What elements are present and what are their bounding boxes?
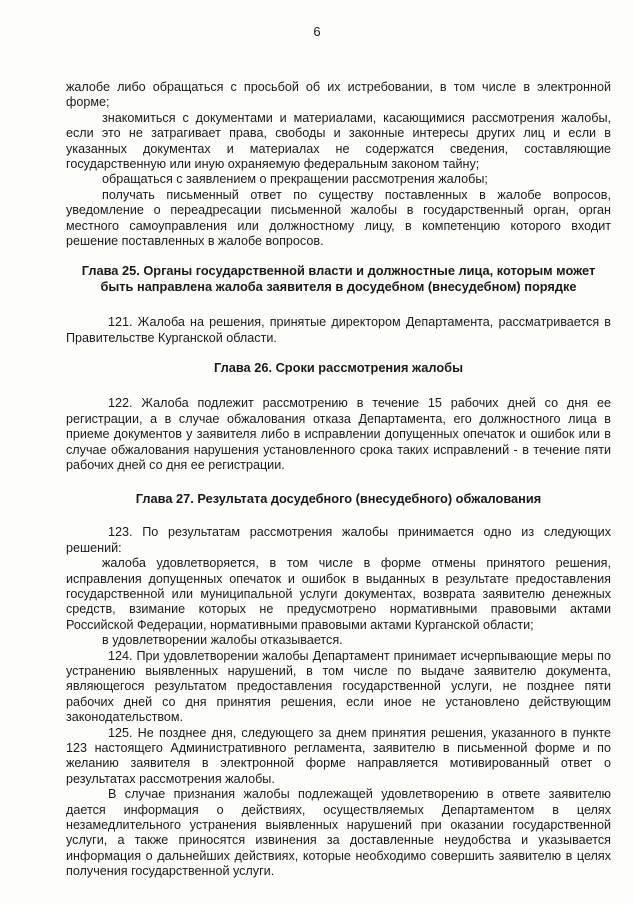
chapter-26-heading: Глава 26. Сроки рассмотрения жалобы <box>213 360 464 376</box>
paragraph-right-familiarize: знакомиться с документами и материалами, касающимися рассмотрения жалобы, если это не затрагивает права, свободы и законные интересы других лиц и если в указанных документах и материалах не содержатся сведения, составляющие государственную или иную охраняемую федеральным законом тайну; <box>66 110 611 172</box>
page-number: 6 <box>313 24 321 39</box>
chapter-27-heading: Глава 27. Результата досудебного (внесудебного) обжалования <box>135 491 542 507</box>
paragraph-continuation: жалобе либо обращаться с просьбой об их истребовании, в том числе в электронной форме; <box>66 80 611 110</box>
document-body <box>66 80 611 880</box>
paragraph-125: 125. Не позднее дня, следующего за днем принятия решения, указанного в пункте 123 настоящего Административного регламента, заявителю в письменной форме и по желанию заявителя в электронной форме направляется мотивированный ответ о результатах рассмотрения жалобы. <box>66 725 611 786</box>
paragraph-123-granted: жалоба удовлетворяется, в том числе в форме отмены принятого решения, исправления допущенных опечаток и ошибок в выданных в результате предоставления государственной или муниципальной услуги документах, возврата заявителю денежных средств, взимание которых не предусмотрено нормативными правовыми актами Российской Федерации, нормативными правовыми актами Курганской области; <box>66 556 611 632</box>
paragraph-124: 124. При удовлетворении жалобы Департамент принимает исчерпывающие меры по устранению выявленных нарушений, в том числе по выдаче заявителю документа, являющегося результатом предоставления государственной услуги, не позднее пяти рабочих дней со дня принятия решения, если иное не установлено действующим законодательством. <box>66 648 611 725</box>
paragraph-123-refused: в удовлетворении жалобы отказывается. <box>102 633 343 648</box>
paragraph-122: 122. Жалоба подлежит рассмотрению в течение 15 рабочих дней со дня ее регистрации, а в случае обжалования отказа Департамента, его должностного лица в приеме документов у заявителя либо в исправлении допущенных опечаток и ошибок или в случае обжалования нарушения установленного срока таких исправлений - в течение пяти рабочих дней со дня ее регистрации. <box>66 396 611 472</box>
paragraph-123: 123. По результатам рассмотрения жалобы принимается одно из следующих решений: <box>66 525 611 555</box>
paragraph-right-response: получать письменный ответ по существу поставленных в жалобе вопросов, уведомление о переадресации письменной жалобы в государственный орган, орган местного самоуправления или должностному лицу, в компетенцию которого входит решение поставленных в жалобе вопросов. <box>66 187 611 249</box>
paragraph-125-info: В случае признания жалобы подлежащей удовлетворению в ответе заявителю дается информация о действиях, осуществляемых Департаментом в целях незамедлительного устранения выявленных нарушений при оказании государственной услуги, а также приносятся извинения за доставленные неудобства и указывается информация о дальнейших действиях, которые необходимо совершить заявителю в целях получения государственной услуги. <box>66 787 611 879</box>
chapter-25-heading: Глава 25. Органы государственной власти и должностные лица, которым может быть направлена жалоба заявителя в досудебном (внесудебном) порядке <box>81 263 596 295</box>
paragraph-121: 121. Жалоба на решения, принятые директором Департамента, рассматривается в Правительстве Курганской области. <box>66 315 611 345</box>
paragraph-right-terminate: обращаться с заявлением о прекращении рассмотрения жалобы; <box>102 172 488 187</box>
